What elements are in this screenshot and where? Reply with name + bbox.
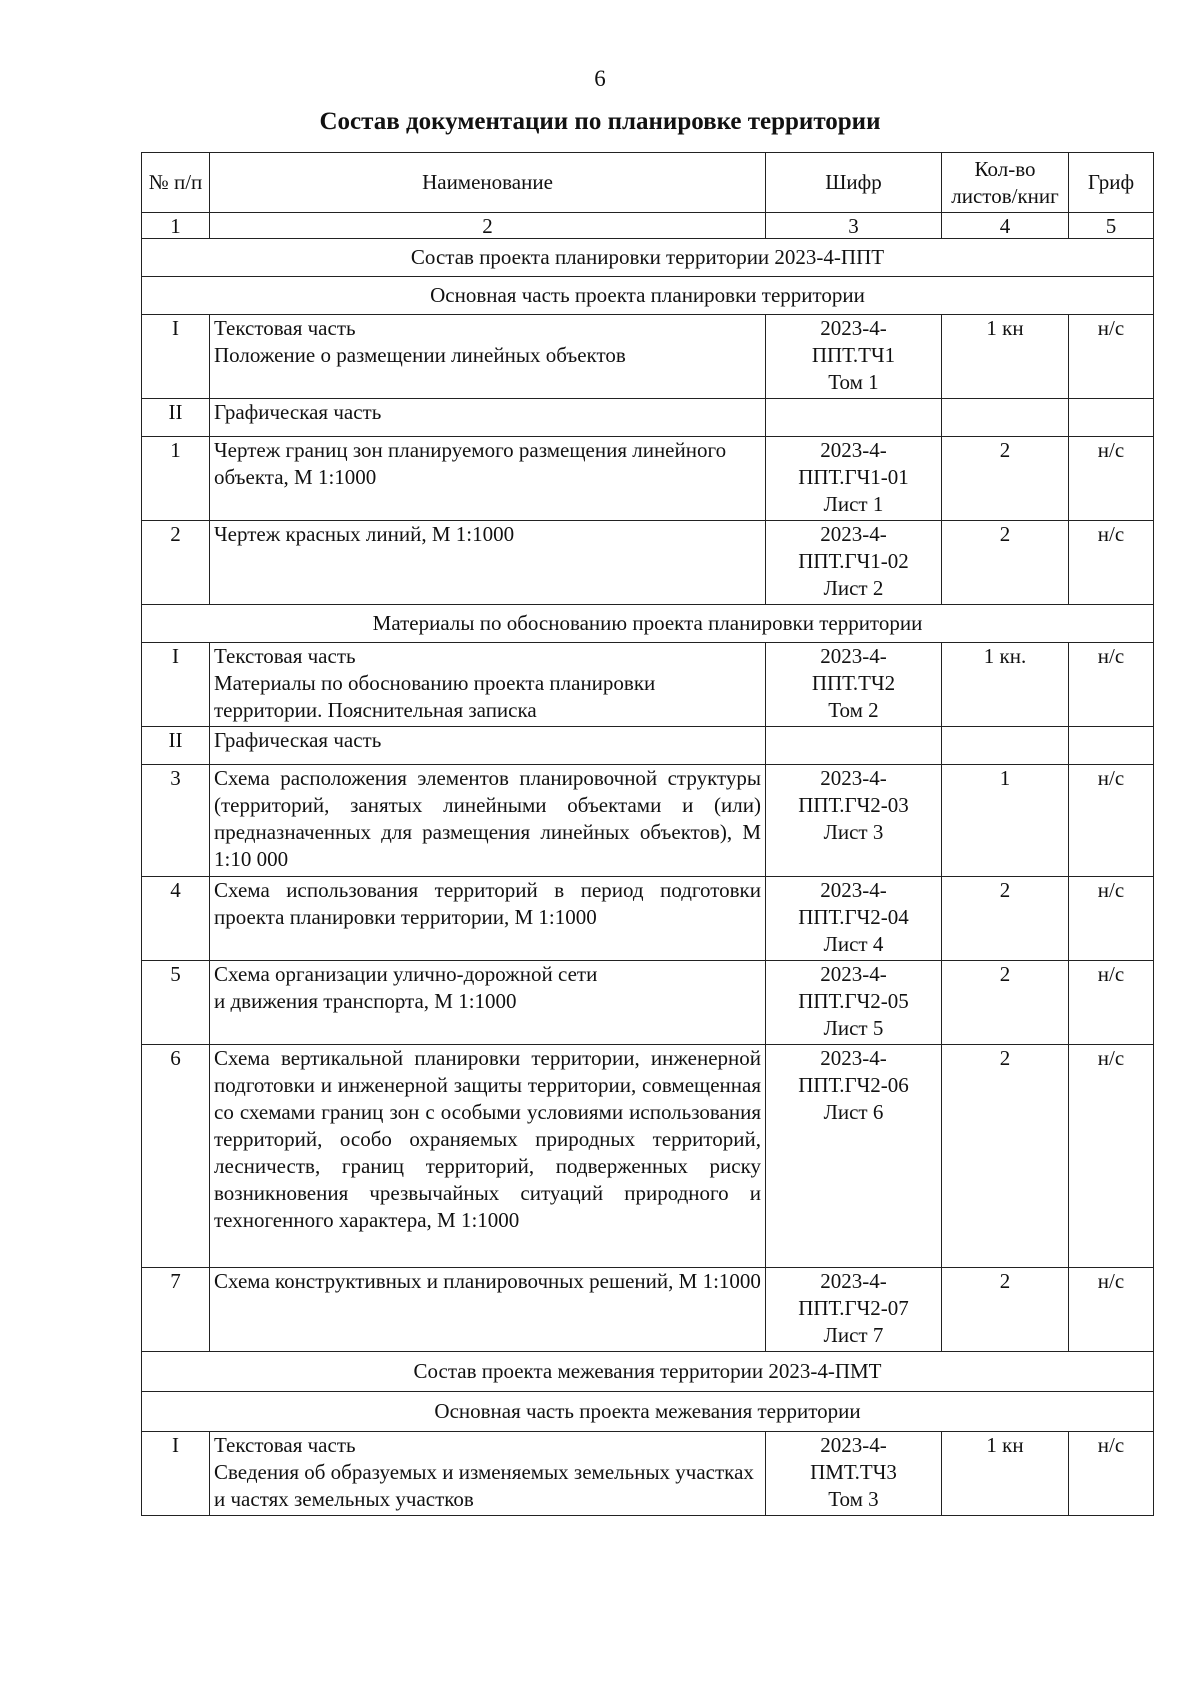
table-row <box>142 877 1154 961</box>
table-row <box>142 521 1154 605</box>
row-number-cell: I <box>142 643 210 727</box>
row-quantity-cell: 1 кн <box>942 315 1069 399</box>
row-number-cell: 5 <box>142 961 210 1045</box>
row-cipher-cell: 2023-4- ППТ.ГЧ2-07 Лист 7 <box>766 1268 942 1352</box>
row-number-cell: 3 <box>142 765 210 877</box>
row-name-cell: Текстовая часть Материалы по обоснованию проекта планировки территории. Пояснительная записка <box>210 643 766 727</box>
section-heading-pmt-row <box>142 1352 1154 1392</box>
row-number-cell: 2 <box>142 521 210 605</box>
row-quantity-cell: 2 <box>942 1268 1069 1352</box>
table-row <box>142 315 1154 399</box>
column-index-cell: 4 <box>942 213 1069 239</box>
row-number-cell: 6 <box>142 1045 210 1268</box>
row-name-cell: Схема организации улично-дорожной сети и движения транспорта, М 1:1000 <box>210 961 766 1045</box>
column-index-cell: 3 <box>766 213 942 239</box>
row-quantity-cell: 1 кн. <box>942 643 1069 727</box>
section-heading-ppt: Состав проекта планировки территории 2023-4-ППТ <box>142 239 1154 277</box>
row-cipher-cell: 2023-4- ППТ.ГЧ2-04 Лист 4 <box>766 877 942 961</box>
row-cipher-cell: 2023-4- ППТ.ГЧ2-06 Лист 6 <box>766 1045 942 1268</box>
row-cipher-cell <box>766 727 942 765</box>
row-grif-cell: н/с <box>1069 961 1154 1045</box>
row-cipher-cell: 2023-4- ППТ.ГЧ1-01 Лист 1 <box>766 437 942 521</box>
row-quantity-cell: 1 кн <box>942 1432 1069 1516</box>
row-number-cell: II <box>142 727 210 765</box>
table-row <box>142 727 1154 765</box>
row-cipher-cell: 2023-4- ППТ.ТЧ2 Том 2 <box>766 643 942 727</box>
header-cell-number: № п/п <box>142 153 210 213</box>
subsection-heading-main-pmt: Основная часть проекта межевания территории <box>142 1392 1154 1432</box>
subsection-heading-main-ppt: Основная часть проекта планировки территории <box>142 277 1154 315</box>
row-number-cell: 1 <box>142 437 210 521</box>
row-cipher-cell <box>766 399 942 437</box>
column-index-cell: 2 <box>210 213 766 239</box>
row-quantity-cell: 2 <box>942 1045 1069 1268</box>
subsection-heading-main-ppt-row <box>142 277 1154 315</box>
column-index-row <box>142 213 1154 239</box>
row-name-cell: Чертеж границ зон планируемого размещения линейного объекта, М 1:1000 <box>210 437 766 521</box>
header-cell-grif: Гриф <box>1069 153 1154 213</box>
row-grif-cell: н/с <box>1069 521 1154 605</box>
row-quantity-cell: 2 <box>942 877 1069 961</box>
column-index-cell: 1 <box>142 213 210 239</box>
row-grif-cell: н/с <box>1069 1268 1154 1352</box>
row-quantity-cell: 1 <box>942 765 1069 877</box>
table-row <box>142 643 1154 727</box>
row-grif-cell: н/с <box>1069 877 1154 961</box>
row-cipher-cell: 2023-4- ППТ.ГЧ2-05 Лист 5 <box>766 961 942 1045</box>
row-grif-cell <box>1069 399 1154 437</box>
documentation-table <box>141 152 1154 1516</box>
row-grif-cell: н/с <box>1069 765 1154 877</box>
row-number-cell: I <box>142 1432 210 1516</box>
row-number-cell: II <box>142 399 210 437</box>
document-title: Состав документации по планировке территории <box>319 108 881 135</box>
row-name-cell: Схема вертикальной планировки территории, инженерной подготовки и инженерной защиты территории, совмещенная со схемами границ зон с особыми условиями использования территорий, особо охраняемых природных территорий, лесничеств, границ территорий, подверженных риску возникновения чрезвычайных ситуаций природного и техногенного характера, М 1:1000 <box>210 1045 766 1268</box>
row-grif-cell: н/с <box>1069 437 1154 521</box>
section-heading-ppt-row <box>142 239 1154 277</box>
row-name-cell: Текстовая часть Положение о размещении линейных объектов <box>210 315 766 399</box>
row-name-cell: Графическая часть <box>210 399 766 437</box>
table-row <box>142 437 1154 521</box>
table-body <box>142 153 1154 1516</box>
header-cell-quantity: Кол-во листов/книг <box>942 153 1069 213</box>
section-heading-pmt: Состав проекта межевания территории 2023-4-ПМТ <box>142 1352 1154 1392</box>
page-number: 6 <box>594 66 606 91</box>
table-row <box>142 1045 1154 1268</box>
row-grif-cell: н/с <box>1069 315 1154 399</box>
row-grif-cell: н/с <box>1069 1045 1154 1268</box>
column-index-cell: 5 <box>1069 213 1154 239</box>
row-number-cell: 7 <box>142 1268 210 1352</box>
row-quantity-cell <box>942 727 1069 765</box>
row-cipher-cell: 2023-4- ППТ.ГЧ2-03 Лист 3 <box>766 765 942 877</box>
row-number-cell: 4 <box>142 877 210 961</box>
table-row <box>142 1432 1154 1516</box>
table-row <box>142 765 1154 877</box>
row-grif-cell: н/с <box>1069 643 1154 727</box>
subsection-heading-main-pmt-row <box>142 1392 1154 1432</box>
row-name-cell: Схема расположения элементов планировочной структуры (территорий, занятых линейными объектами и (или) предназначенных для размещения линейных объектов), М 1:10 000 <box>210 765 766 877</box>
row-cipher-cell: 2023-4- ППТ.ТЧ1 Том 1 <box>766 315 942 399</box>
table-row <box>142 399 1154 437</box>
row-number-cell: I <box>142 315 210 399</box>
row-grif-cell <box>1069 727 1154 765</box>
row-quantity-cell: 2 <box>942 961 1069 1045</box>
table-row <box>142 961 1154 1045</box>
row-name-cell: Графическая часть <box>210 727 766 765</box>
row-name-cell: Текстовая часть Сведения об образуемых и изменяемых земельных участках и частях земельных участков <box>210 1432 766 1516</box>
row-quantity-cell <box>942 399 1069 437</box>
table-header-row <box>142 153 1154 213</box>
header-cell-name: Наименование <box>210 153 766 213</box>
row-quantity-cell: 2 <box>942 521 1069 605</box>
table-row <box>142 1268 1154 1352</box>
row-cipher-cell: 2023-4- ПМТ.ТЧ3 Том 3 <box>766 1432 942 1516</box>
subsection-heading-materials-ppt: Материалы по обоснованию проекта планировки территории <box>142 605 1154 643</box>
subsection-heading-materials-ppt-row <box>142 605 1154 643</box>
row-name-cell: Чертеж красных линий, М 1:1000 <box>210 521 766 605</box>
row-name-cell: Схема использования территорий в период подготовки проекта планировки территории, М 1:1000 <box>210 877 766 961</box>
row-name-cell: Схема конструктивных и планировочных решений, М 1:1000 <box>210 1268 766 1352</box>
header-cell-cipher: Шифр <box>766 153 942 213</box>
row-quantity-cell: 2 <box>942 437 1069 521</box>
row-grif-cell: н/с <box>1069 1432 1154 1516</box>
row-cipher-cell: 2023-4- ППТ.ГЧ1-02 Лист 2 <box>766 521 942 605</box>
